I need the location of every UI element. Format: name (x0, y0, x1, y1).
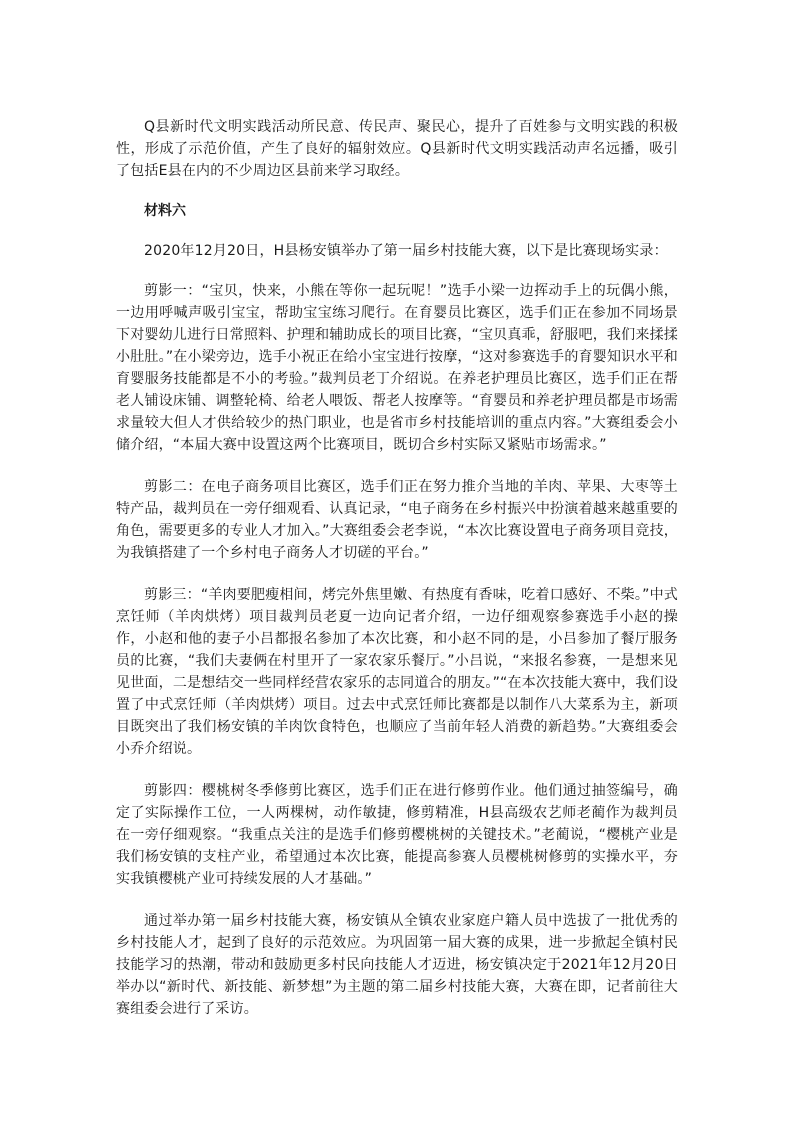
clip-three-paragraph: 剪影三：“羊肉要肥瘦相间，烤完外焦里嫩、有热度有香味，吃着口感好、不柴。”中式烹饪师（羊肉烘烤）项目裁判员老夏一边向记者介绍，一边仔细观察参赛选手小赵的操作，小赵和他的妻子小吕都报名参加了本次比赛，和小赵不同的是，小吕参加了餐厅服务员的比赛，“我们夫妻俩在村里开了一家农家乐餐厅。”小吕说，“来报名参赛，一是想来见见世面，二是想结交一些同样经营农家乐的志同道合的朋友。”“在本次技能大赛中，我们设置了中式烹饪师（羊肉烘烤）项目。过去中式烹饪师比赛都是以制作八大菜系为主，新项目既突出了我们杨安镇的羊肉饮食特色，也顺应了当前年轻人消费的新趋势。”大赛组委会小乔介绍说。 (116, 587, 678, 757)
clip-four-paragraph: 剪影四：樱桃树冬季修剪比赛区，选手们正在进行修剪作业。他们通过抽签编号，确定了实际操作工位，一人两棵树，动作敏捷，修剪精准，H县高级农艺师老蔺作为裁判员在一旁仔细观察。“我重点关注的是选手们修剪樱桃树的关键技术。”老蔺说，“樱桃产业是我们杨安镇的支柱产业，希望通过本次比赛，能提高参赛人员樱桃树修剪的实操水平，夯实我镇樱桃产业可持续发展的人才基础。” (116, 783, 678, 887)
clip-two-paragraph: 剪影二：在电子商务项目比赛区，选手们正在努力推介当地的羊肉、苹果、大枣等土特产品，裁判员在一旁仔细观看、认真记录，“电子商务在乡村振兴中扮演着越来越重要的角色，需要更多的专业人才加入。”大赛组委会老李说，“本次比赛设置电子商务项目竞技，为我镇搭建了一个乡村电子商务人才切磋的平台。” (116, 479, 678, 561)
intro-paragraph: Q县新时代文明实践活动所民意、传民声、聚民心，提升了百姓参与文明实践的积极性，形成了示范价值，产生了良好的辐射效应。Q县新时代文明实践活动声名远播，吸引了包括E县在内的不少周边区县前来学习取经。 (116, 119, 678, 179)
clip-one-paragraph: 剪影一：“宝贝，快来，小熊在等你一起玩呢！”选手小梁一边挥动手上的玩偶小熊，一边用呼喊声吸引宝宝，帮助宝宝练习爬行。在育婴员比赛区，选手们正在参加不同场景下对婴幼儿进行日常照料、护理和辅助成长的项目比赛，“宝贝真乖，舒服吧，我们来揉揉小肚肚。”在小梁旁边，选手小祝正在给小宝宝进行按摩，“这对参赛选手的育婴知识水平和育婴服务技能都是不小的考验。”裁判员老丁介绍说。在养老护理员比赛区，选手们正在帮老人铺设床铺、调整轮椅、给老人喂饭、帮老人按摩等。“育婴员和养老护理员都是市场需求量较大但人才供给较少的热门职业，也是省市乡村技能培训的重点内容。”大赛组委会小储介绍，“本届大赛中设置这两个比赛项目，既切合乡村实际又紧贴市场需求。” (116, 283, 678, 453)
document-page (116, 116, 678, 1020)
section-title: 材料六 (144, 203, 186, 219)
closing-paragraph: 通过举办第一届乡村技能大赛，杨安镇从全镇农业家庭户籍人员中选拔了一批优秀的乡村技能人才，起到了良好的示范效应。为巩固第一届大赛的成果，进一步掀起全镇村民技能学习的热潮，带动和鼓励更多村民向技能人才迈进，杨安镇决定于2021年12月20日举办以“新时代、新技能、新梦想”为主题的第二届乡村技能大赛，大赛在即，记者前往大赛组委会进行了采访。 (116, 913, 678, 1017)
opening-paragraph: 2020年12月20日，H县杨安镇举办了第一届乡村技能大赛，以下是比赛现场实录： (144, 243, 668, 259)
